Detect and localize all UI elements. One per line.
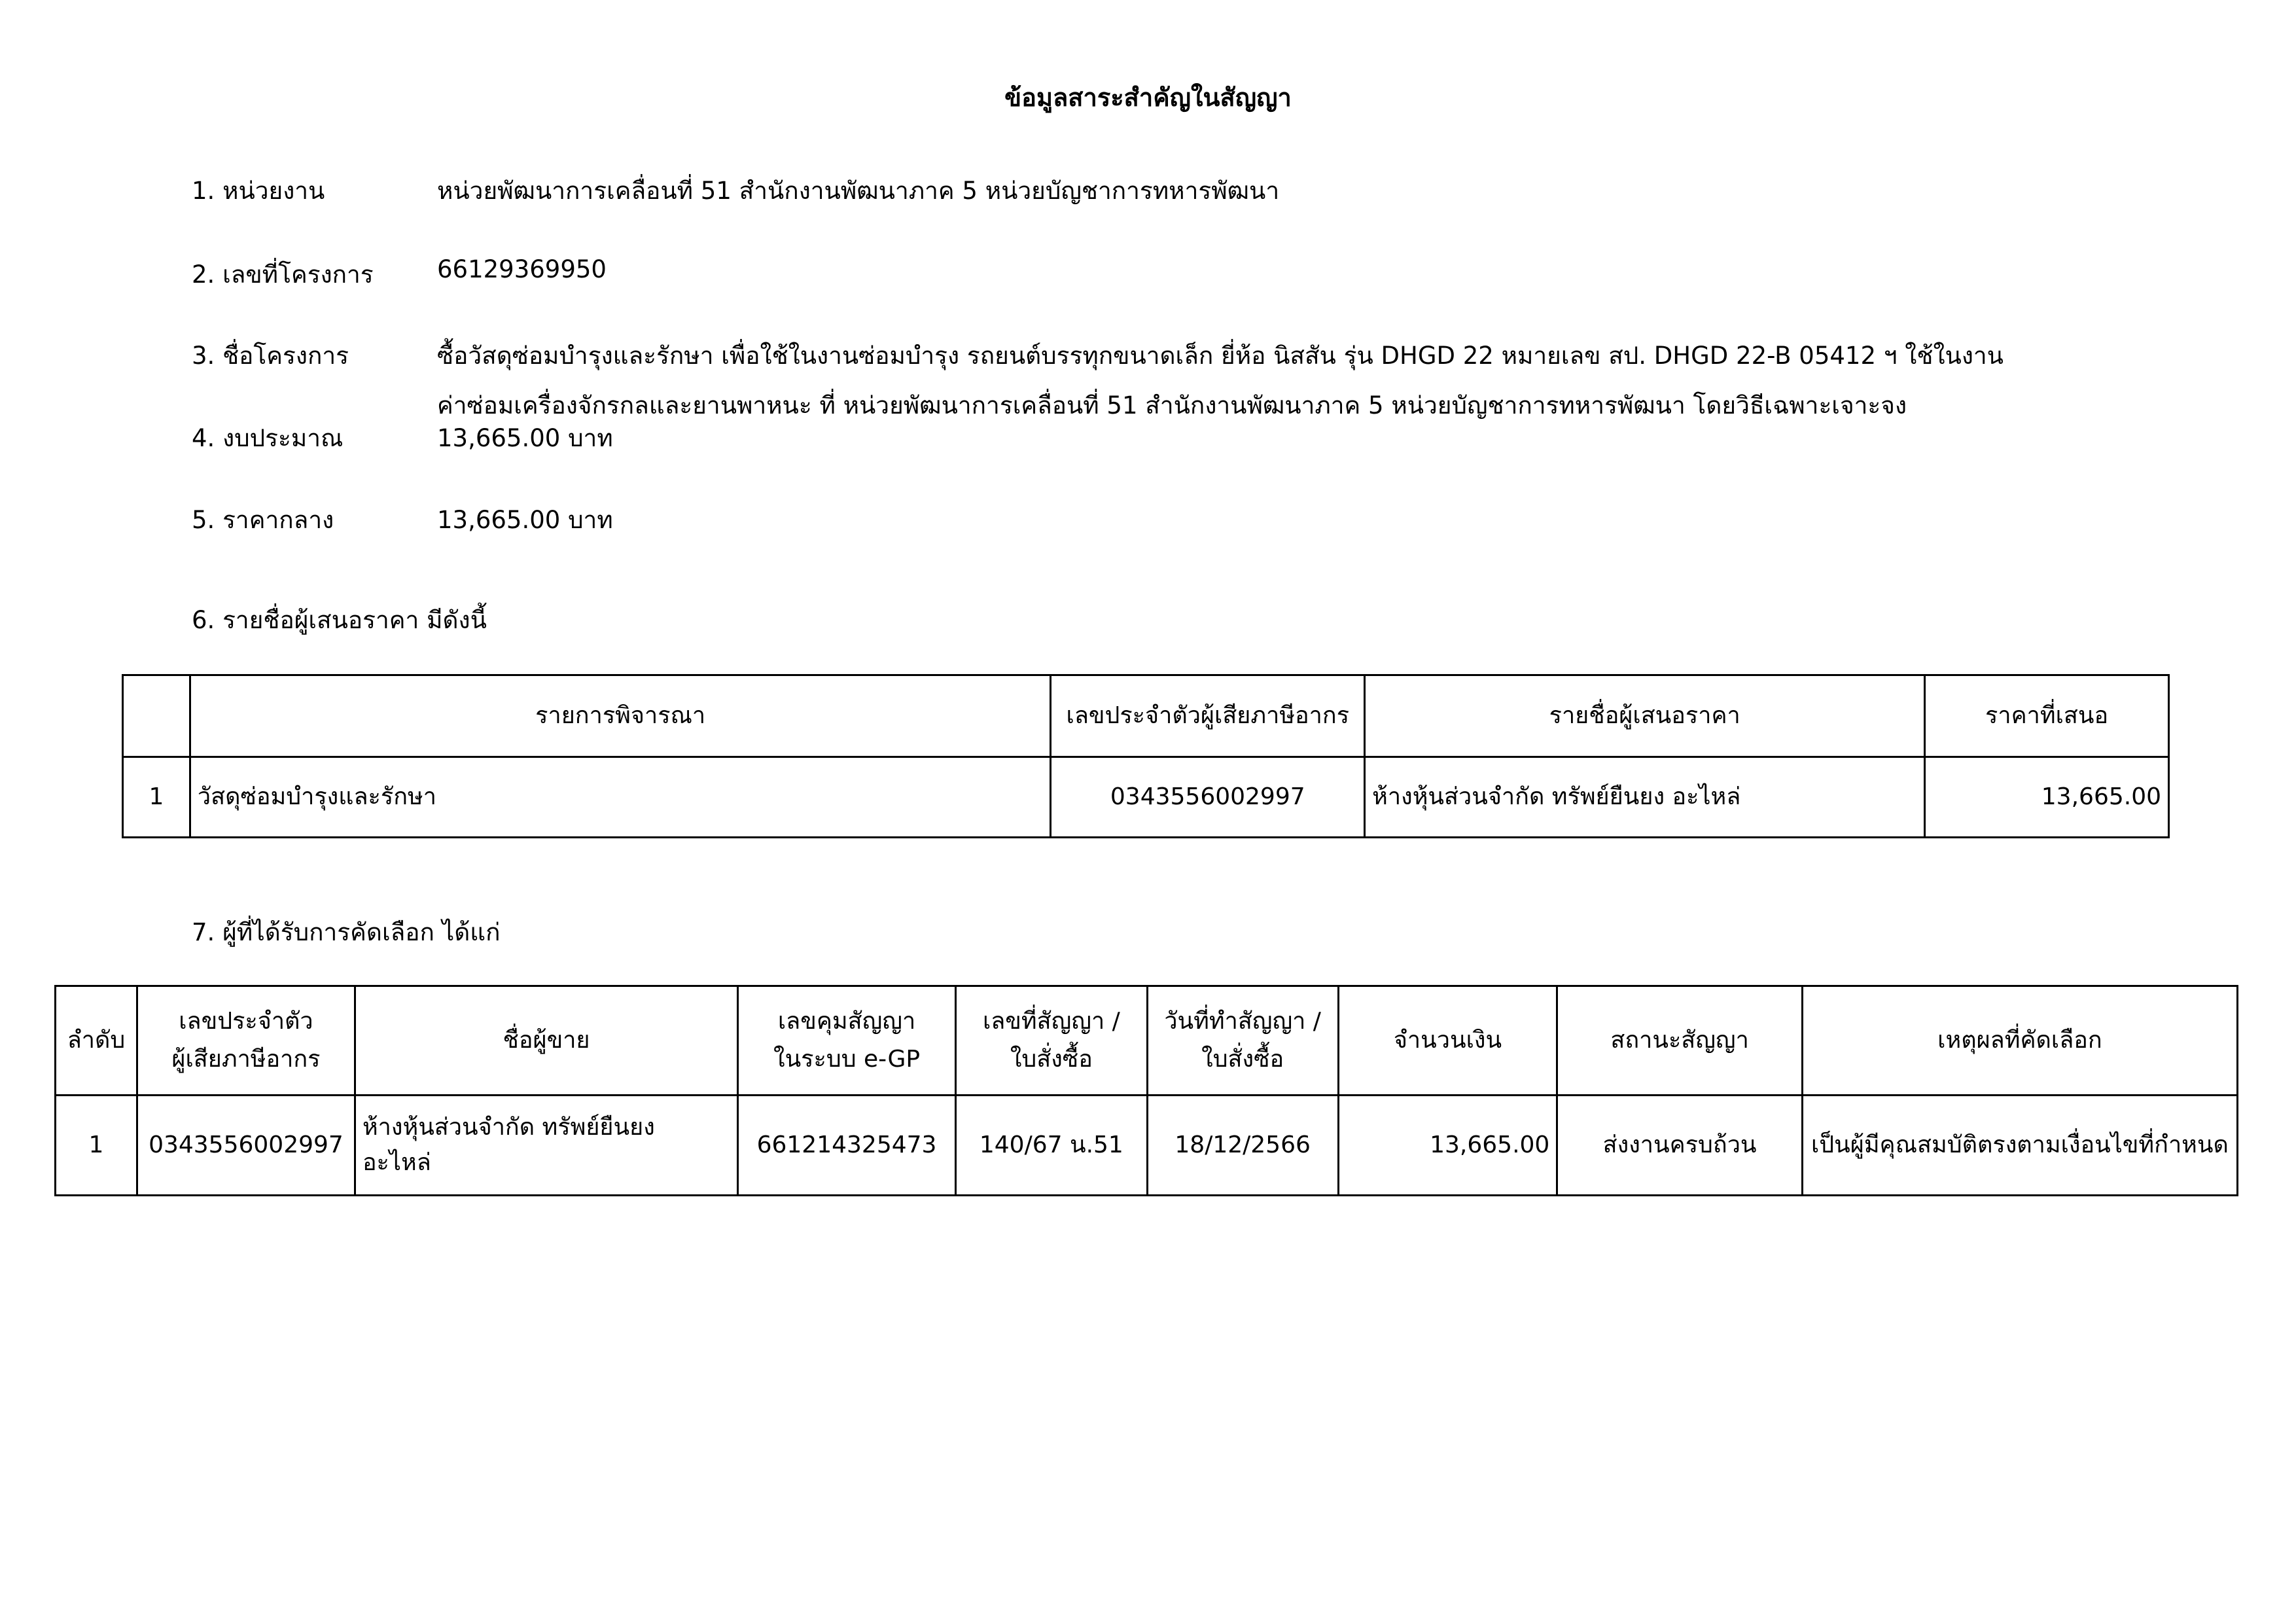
selected-header-seller: ชื่อผู้ขาย	[355, 986, 737, 1096]
selected-header-egp	[738, 986, 956, 1096]
bidder-row-item: วัสดุซ่อมบำรุงและรักษา	[190, 757, 1050, 838]
field-value-reference-price: 13,665.00 บาท	[437, 506, 613, 534]
bidders-header-bidder: รายชื่อผู้เสนอราคา	[1365, 675, 1925, 757]
field-label-project-name: 3. ชื่อโครงการ	[192, 342, 349, 370]
selected-header-tax-id	[137, 986, 355, 1096]
selected-row-tax-id: 0343556002997	[137, 1096, 355, 1196]
selected-header-status: สถานะสัญญา	[1557, 986, 1803, 1096]
bidder-row-index: 1	[123, 757, 190, 838]
selected-header-reason: เหตุผลที่คัดเลือก	[1802, 986, 2237, 1096]
field-value-project-name-line1: ซื้อวัสดุซ่อมบำรุงและรักษา เพื่อใช้ในงานซ่อมบำรุง รถยนต์บรรทุกขนาดเล็ก ยี่ห้อ นิสสัน รุ่น DHGD 22 หมายเลข สป. DHGD 22-B 05412 ฯ ใช้ในงาน	[437, 342, 2004, 370]
bidders-table	[122, 674, 2170, 838]
selected-header-contract-no	[955, 986, 1147, 1096]
selected-row-seller-line2: อะไหล่	[362, 1149, 431, 1176]
selected-header-no: ลำดับ	[56, 986, 137, 1096]
page-title: ข้อมูลสาระสำคัญในสัญญา	[1004, 83, 1292, 112]
section-7-heading: 7. ผู้ที่ได้รับการคัดเลือก ได้แก่	[192, 918, 501, 946]
bidders-table-header	[123, 675, 2169, 757]
table-row	[123, 757, 2169, 838]
selected-header-date	[1147, 986, 1338, 1096]
selected-row-reason: เป็นผู้มีคุณสมบัติตรงตามเงื่อนไขที่กำหนด	[1802, 1096, 2237, 1196]
bidder-row-price: 13,665.00	[1925, 757, 2169, 838]
selected-header-amount: จำนวนเงิน	[1338, 986, 1557, 1096]
selected-row-seller	[355, 1096, 737, 1196]
selected-table-header	[56, 986, 2238, 1096]
bidders-header-item: รายการพิจารณา	[190, 675, 1050, 757]
selected-header-contract-no-line1: เลขที่สัญญา /	[982, 1008, 1120, 1035]
bidders-header-index	[123, 675, 190, 757]
selected-header-egp-line1: เลขคุมสัญญา	[777, 1008, 916, 1035]
selected-header-date-line1: วันที่ทำสัญญา /	[1164, 1008, 1321, 1035]
section-6-heading: 6. รายชื่อผู้เสนอราคา มีดังนี้	[192, 606, 487, 634]
field-label-project-number: 2. เลขที่โครงการ	[192, 260, 374, 289]
table-row	[56, 1096, 2238, 1196]
selected-row-contract-no: 140/67 น.51	[955, 1096, 1147, 1196]
field-value-agency: หน่วยพัฒนาการเคลื่อนที่ 51 สำนักงานพัฒนาภาค 5 หน่วยบัญชาการทหารพัฒนา	[437, 177, 1280, 205]
selected-row-amount: 13,665.00	[1338, 1096, 1557, 1196]
field-label-agency: 1. หน่วยงาน	[192, 177, 325, 205]
bidder-row-tax-id: 0343556002997	[1051, 757, 1365, 838]
field-label-reference-price: 5. ราคากลาง	[192, 506, 334, 534]
selected-header-contract-no-line2: ใบสั่งซื้อ	[1010, 1046, 1093, 1073]
selected-header-tax-id-line1: เลขประจำตัว	[179, 1008, 313, 1035]
bidders-header-tax-id: เลขประจำตัวผู้เสียภาษีอากร	[1051, 675, 1365, 757]
field-value-budget: 13,665.00 บาท	[437, 424, 613, 452]
selected-row-status: ส่งงานครบถ้วน	[1557, 1096, 1803, 1196]
field-value-project-name-line2: ค่าซ่อมเครื่องจักรกลและยานพาหนะ ที่ หน่วยพัฒนาการเคลื่อนที่ 51 สำนักงานพัฒนาภาค 5 หน่วยบัญชาการทหารพัฒนา โดยวิธีเฉพาะเจาะจง	[437, 391, 1907, 419]
selected-row-egp: 661214325473	[738, 1096, 956, 1196]
selected-row-seller-line1: ห้างหุ้นส่วนจำกัด ทรัพย์ยืนยง	[362, 1114, 655, 1141]
field-value-project-number: 66129369950	[437, 255, 607, 283]
field-label-budget: 4. งบประมาณ	[192, 424, 344, 452]
selected-header-date-line2: ใบสั่งซื้อ	[1201, 1046, 1284, 1073]
selected-row-no: 1	[56, 1096, 137, 1196]
selected-table	[54, 985, 2238, 1196]
selected-row-date: 18/12/2566	[1147, 1096, 1338, 1196]
bidders-header-price: ราคาที่เสนอ	[1925, 675, 2169, 757]
selected-header-egp-line2: ในระบบ e-GP	[773, 1046, 921, 1073]
bidder-row-name: ห้างหุ้นส่วนจำกัด ทรัพย์ยืนยง อะไหล่	[1365, 757, 1925, 838]
selected-header-tax-id-line2: ผู้เสียภาษีอากร	[171, 1046, 321, 1073]
